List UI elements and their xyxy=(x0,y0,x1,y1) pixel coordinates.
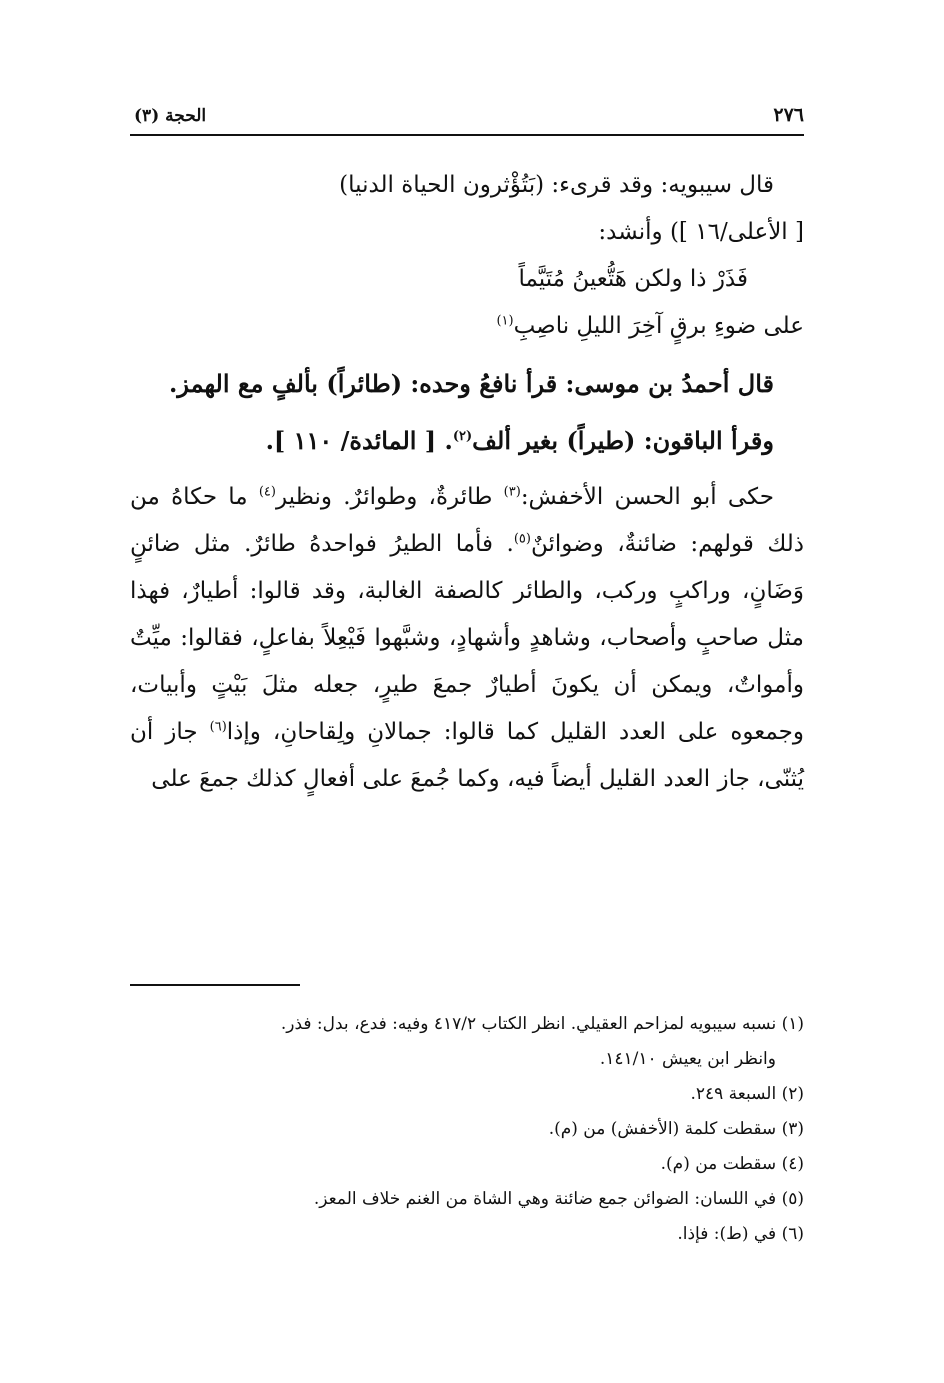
footnote-ref-3: (٣) xyxy=(503,484,521,500)
book-page xyxy=(130,100,804,803)
akhfash-text-e: جاز أن يُثنّى، جاز العدد القليل أيضاً فيه، وكما جُمعَ على أفعالٍ كذلك جمعَ على xyxy=(130,719,804,792)
page-number: ٢٧٦ xyxy=(773,104,804,126)
akhfash-text-a: حكى أبو الحسن الأخفش: xyxy=(520,484,774,510)
verse-second-hemistich xyxy=(130,303,804,350)
footnote-6: (٦) في (ط): فإذا. xyxy=(677,1224,804,1244)
footnote-5: (٥) في اللسان: الضوائن جمع ضائنة وهي الشاة من الغنم خلاف المعز. xyxy=(313,1189,804,1209)
footnote-ref-6: (٦) xyxy=(209,719,227,735)
paragraph-ahmad-ibn-musa: قال أحمدُ بن موسى: قرأ نافعُ وحده: (طائراً) بألفٍ مع الهمز. xyxy=(168,369,774,398)
paragraph-sibawayh-line2: [ الأعلى/١٦ ]) وأنشد: xyxy=(598,219,804,245)
footnotes xyxy=(130,1007,804,1252)
akhfash-text-d: . فأما الطيرُ فواحدهُ طائرٌ. مثل ضائنٍ وَضَانٍ، وراكبٍ وركب، والطائر كالصفة الغالبة، وقد قالوا: أطيارٌ، فهذا مثل صاحبٍ وأصحاب، وشاهدٍ وأشهادٍ، وشبَّهوا فَيْعِلاً بفاعلٍ، فقالوا: ميِّتٌ وأمواتٌ، ويمكن أن يكونَ أطيارٌ جمعَ طيرٍ، جعله مثلَ بَيْتٍ وأبيات، وجمعوه على العدد القليل كما قالوا: جمالانِ ولِقاحانِ، وإذا xyxy=(130,531,804,745)
footnote-ref-1: (١) xyxy=(496,313,514,329)
al-baqun-citation: . [ المائدة/ ١١٠ ]. xyxy=(265,426,453,455)
footnote-3: (٣) سقطت كلمة (الأخفش) من (م). xyxy=(548,1119,804,1139)
main-text xyxy=(130,162,804,803)
footnote-ref-2: (٢) xyxy=(452,429,473,444)
book-title: الحجة (٣) xyxy=(134,106,207,126)
paragraph-akhfash xyxy=(130,474,804,803)
footnote-separator xyxy=(130,984,300,986)
footnote-ref-5: (٥) xyxy=(513,531,531,547)
akhfash-text-b: طائرةٌ، وطوائرٌ. ونظير xyxy=(275,484,504,510)
footnote-1-line2: وانظر ابن يعيش ١٤١/١٠. xyxy=(599,1049,776,1069)
paragraph-al-baqun xyxy=(130,417,804,464)
footnote-ref-4: (٤) xyxy=(258,484,276,500)
footnote-4: (٤) سقطت من (م). xyxy=(660,1154,804,1174)
paragraph-sibawayh-line1: قال سيبويه: وقد قرىء: (بَتُؤْثرون الحياة الدنيا) xyxy=(339,172,774,198)
al-baqun-text: وقرأ الباقون: (طيراً) بغير ألف xyxy=(472,426,774,455)
footnote-1-line1: (١) نسبه سيبويه لمزاحم العقيلي. انظر الكتاب ٤١٧/٢ وفيه: فدع، بدل: فذر. xyxy=(280,1014,804,1034)
verse-first-hemistich: فَذَرْ ذا ولكن هَتُّعينُ مُتَيَّماً xyxy=(518,266,748,292)
running-header xyxy=(130,100,804,136)
footnote-2: (٢) السبعة ٢٤٩. xyxy=(690,1084,804,1104)
verse-second-text: على ضوءِ برقٍ آخِرَ الليلِ ناصِبِ xyxy=(513,313,804,339)
akhfash-text-c: ما حكاهُ من ذلك قولهم: ضائنةٌ، وضوائنٌ xyxy=(130,484,804,557)
